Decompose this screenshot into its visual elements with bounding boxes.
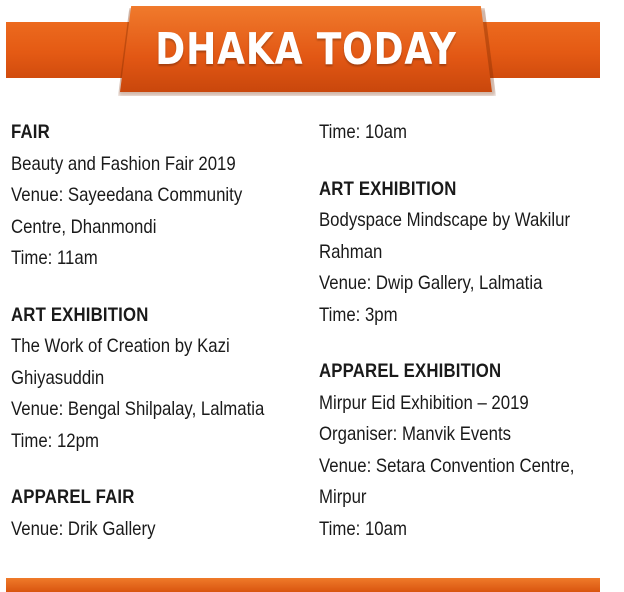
event-apparel-fair xyxy=(11,482,301,545)
event-title: Bodyspace Mindscape by Wakilur xyxy=(319,209,571,231)
event-venue: Venue: Sayeedana Community xyxy=(11,184,243,206)
event-venue: Venue: Bengal Shilpalay, Lalmatia xyxy=(11,398,265,420)
event-category: APPAREL FAIR xyxy=(11,486,135,508)
event-art-exhibition-1 xyxy=(11,300,301,458)
event-category: APPAREL EXHIBITION xyxy=(319,360,502,382)
event-apparel-fair-continued xyxy=(319,117,609,149)
event-title-cont: Rahman xyxy=(319,240,383,263)
event-art-exhibition-2 xyxy=(319,174,609,332)
event-title: Beauty and Fashion Fair 2019 xyxy=(11,152,236,175)
event-time: Time: 3pm xyxy=(319,303,398,326)
event-time: Time: 10am xyxy=(319,517,407,540)
footer-band xyxy=(6,578,600,592)
event-category: ART EXHIBITION xyxy=(11,303,149,326)
event-title: The Work of Creation by Kazi xyxy=(11,335,230,357)
event-category: ART EXHIBITION xyxy=(319,177,457,200)
event-title: Mirpur Eid Exhibition – 2019 xyxy=(319,391,529,414)
event-category: FAIR xyxy=(11,121,50,143)
event-time: Time: 11am xyxy=(11,247,98,269)
event-venue: Venue: Dwip Gallery, Lalmatia xyxy=(319,272,543,294)
event-fair xyxy=(11,117,301,275)
left-column xyxy=(11,117,301,545)
event-time: Time: 10am xyxy=(319,121,407,143)
event-venue: Venue: Drik Gallery xyxy=(11,517,156,540)
event-venue-cont: Mirpur xyxy=(319,486,367,508)
right-column xyxy=(319,117,609,545)
event-venue: Venue: Setara Convention Centre, xyxy=(319,454,575,477)
event-time: Time: 12pm xyxy=(11,429,99,452)
event-venue-cont: Centre, Dhanmondi xyxy=(11,215,157,238)
event-apparel-exhibition xyxy=(319,356,609,545)
event-organiser: Organiser: Manvik Events xyxy=(319,423,512,445)
event-title-cont: Ghiyasuddin xyxy=(11,366,105,389)
page-title: DHAKA TODAY xyxy=(155,23,457,75)
